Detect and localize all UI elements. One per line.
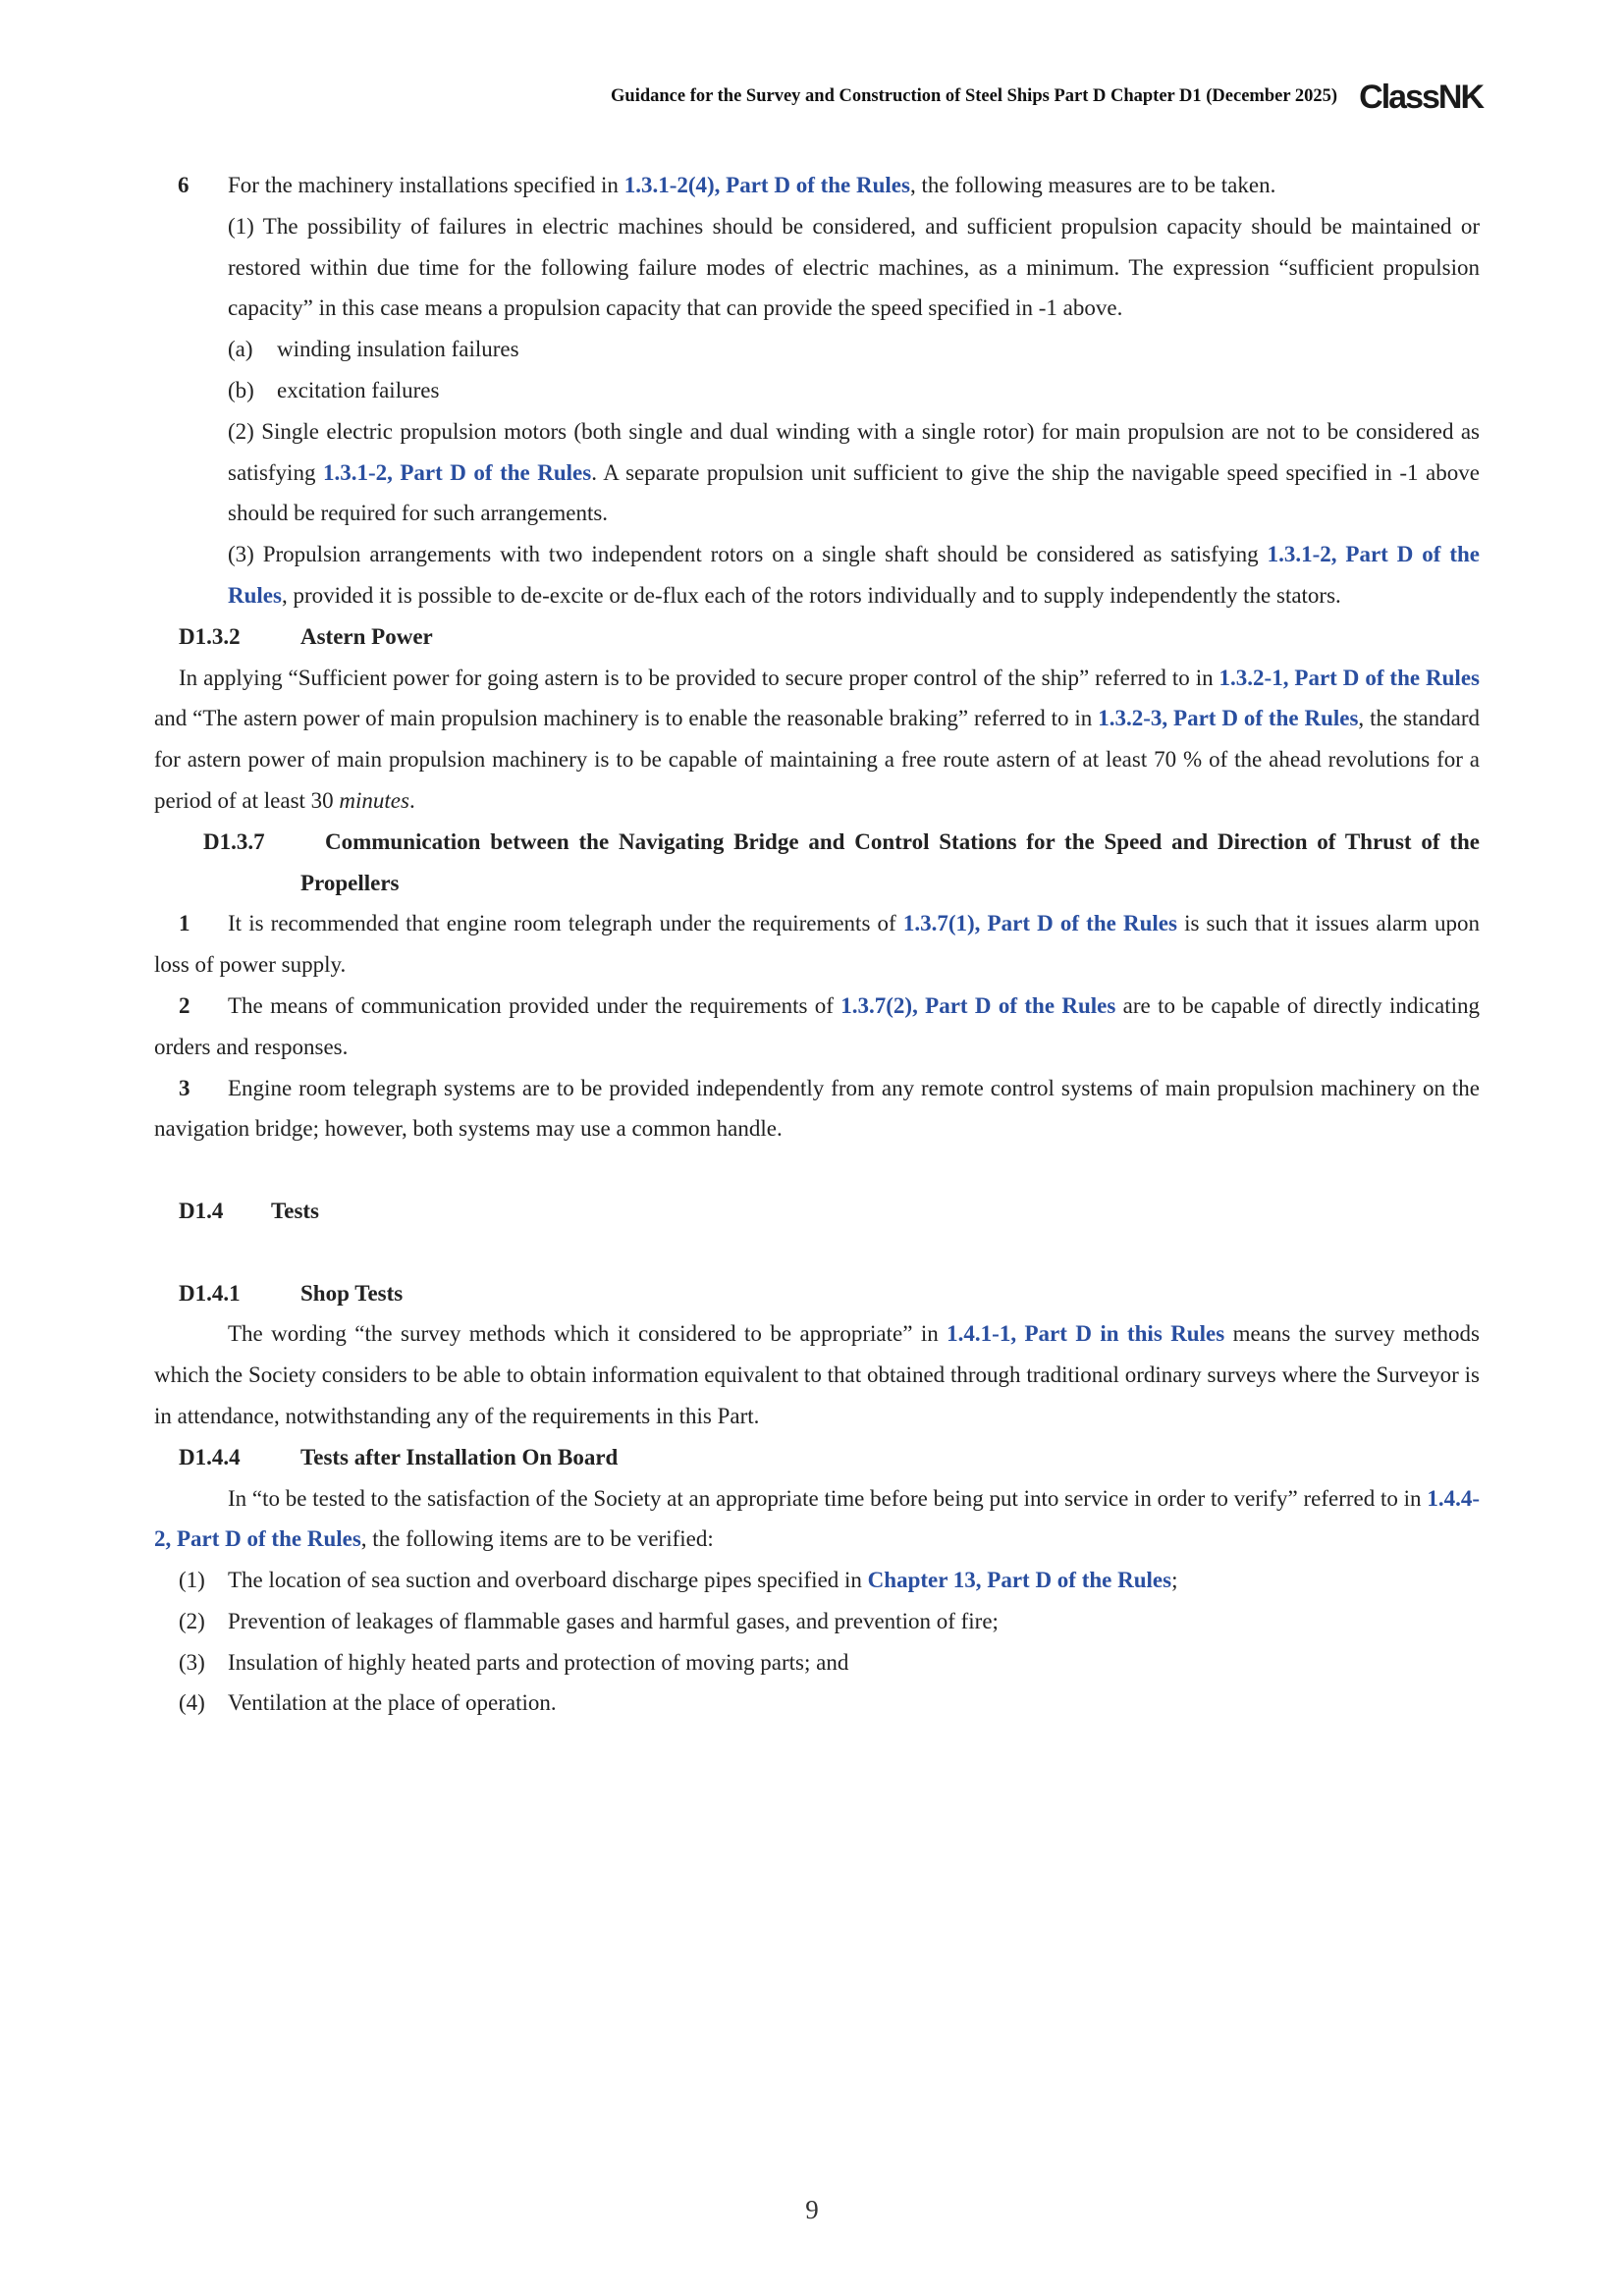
item-b: (b) excitation failures — [228, 377, 440, 402]
header-title: Guidance for the Survey and Construction of Steel Ships Part D Chapter D1 (December 2025) — [611, 86, 1337, 106]
item-1: (1) The possibility of failures in electric machines should be considered, and sufficient propulsion capacity should be maintained or restored within due time for the following failure modes of electric machines, as a minimum. The expression “sufficient propulsion capacity” in this case means a propulsion capacity that can provide the speed specified in -1 above. — [228, 213, 1480, 321]
section-heading-d137: D1.3.7 Communication between the Navigating Bridge and Control Stations for the Speed and Direction of Thrust of the Propellers — [203, 828, 1480, 895]
rule-reference-link[interactable]: 1.3.1-2, Part D of the Rules — [322, 459, 592, 485]
rule-reference-link[interactable]: Chapter 13, Part D of the Rules — [867, 1568, 1172, 1593]
paragraph-number: 6 — [178, 173, 189, 197]
communication-paragraph-1: 1 It is recommended that engine room telegraph under the requirements of 1.3.7(1), Part D of the Rules is such that it issues alarm upon loss of power supply. — [154, 911, 1480, 978]
rule-reference-link[interactable]: 1.3.2-1, Part D of the Rules — [1218, 665, 1480, 690]
item-a: (a) winding insulation failures — [228, 337, 519, 362]
section-heading-d141: D1.4.1 Shop Tests — [179, 1280, 404, 1306]
section-heading-d14: D1.4 Tests — [179, 1198, 319, 1223]
rule-reference-link[interactable]: 1.4.1-1, Part D in this Rules — [947, 1321, 1225, 1347]
rule-reference-link[interactable]: 1.3.7(2), Part D of the Rules — [840, 992, 1116, 1018]
rule-reference-link[interactable]: 1.3.2-3, Part D of the Rules — [1098, 706, 1359, 731]
verify-item-1: (1) The location of sea suction and overboard discharge pipes specified in Chapter 13, Part D of the Rules; — [179, 1568, 1178, 1593]
item-3: (3) Propulsion arrangements with two independent rotors on a single shaft should be considered as satisfying 1.3.1-2, Part D of the Rules, provided it is possible to de-excite or de-flux each of the rotors individually and to supply independently the stators. — [228, 542, 1481, 608]
document-body — [154, 165, 1480, 1724]
page-number: 9 — [805, 2195, 819, 2224]
communication-paragraph-3: 3 Engine room telegraph systems are to be provided independently from any remote control systems of main propulsion machinery on the navigation bridge; however, both systems may use a common handle. — [154, 1075, 1480, 1142]
rule-reference-link[interactable]: 1.3.7(1), Part D of the Rules — [902, 911, 1177, 936]
verify-item-3: (3) Insulation of highly heated parts and protection of moving parts; and — [179, 1649, 849, 1675]
spacer — [154, 1232, 1480, 1273]
classnk-logo: ClassNK — [1359, 79, 1483, 116]
rule-reference-link[interactable]: 1.3.1-2, Part D of the Rules — [228, 542, 1481, 608]
rule-reference-link[interactable]: 1.4.4-2, Part D of the Rules — [154, 1485, 1480, 1552]
section-heading-d144: D1.4.4 Tests after Installation On Board — [179, 1444, 619, 1469]
rule-reference-link[interactable]: 1.3.1-2(4), Part D of the Rules — [623, 173, 910, 197]
verify-item-4: (4) Ventilation at the place of operation. — [179, 1690, 557, 1716]
paragraph-6: 6 For the machinery installations specified in 1.3.1-2(4), Part D of the Rules, the following measures are to be taken. — [154, 165, 1480, 206]
astern-power-paragraph: In applying “Sufficient power for going astern is to be provided to secure proper control of the ship” referred to in 1.3.2-1, Part D of the Rules and “The astern power of main propulsion machinery is to enable the reasonable braking” referred to in 1.3.2-3, Part D of the Rules, the standard for astern power of main propulsion machinery is to be capable of maintaining a free route astern of at least 70 % of the ahead revolutions for a period of at least 30 minutes. — [154, 665, 1480, 813]
spacer — [154, 1149, 1480, 1191]
communication-paragraph-2: 2 The means of communication provided under the requirements of 1.3.7(2), Part D of the Rules are to be capable of directly indicating orders and responses. — [154, 992, 1480, 1059]
section-heading-d132: D1.3.2 Astern Power — [179, 623, 433, 649]
shop-tests-paragraph: The wording “the survey methods which it considered to be appropriate” in 1.4.1-1, Part D in this Rules means the survey methods which the Society considers to be able to obtain information equivalent to that obtained through traditional ordinary surveys where the Surveyor is in attendance, notwithstanding any of the requirements in this Part. — [154, 1321, 1480, 1428]
verify-item-2: (2) Prevention of leakages of flammable gases and harmful gases, and prevention of fire; — [179, 1608, 999, 1633]
onboard-tests-paragraph: In “to be tested to the satisfaction of the Society at an appropriate time before being put into service in order to verify” referred to in 1.4.4-2, Part D of the Rules, the following items are to be verified: — [154, 1485, 1480, 1552]
item-2: (2) Single electric propulsion motors (both single and dual winding with a single rotor) for main propulsion are not to be considered as satisfying 1.3.1-2, Part D of the Rules. A separate propulsion unit sufficient to give the ship the navigable speed specified in -1 above should be required for such arrangements. — [228, 418, 1480, 526]
page-header — [511, 79, 1483, 118]
